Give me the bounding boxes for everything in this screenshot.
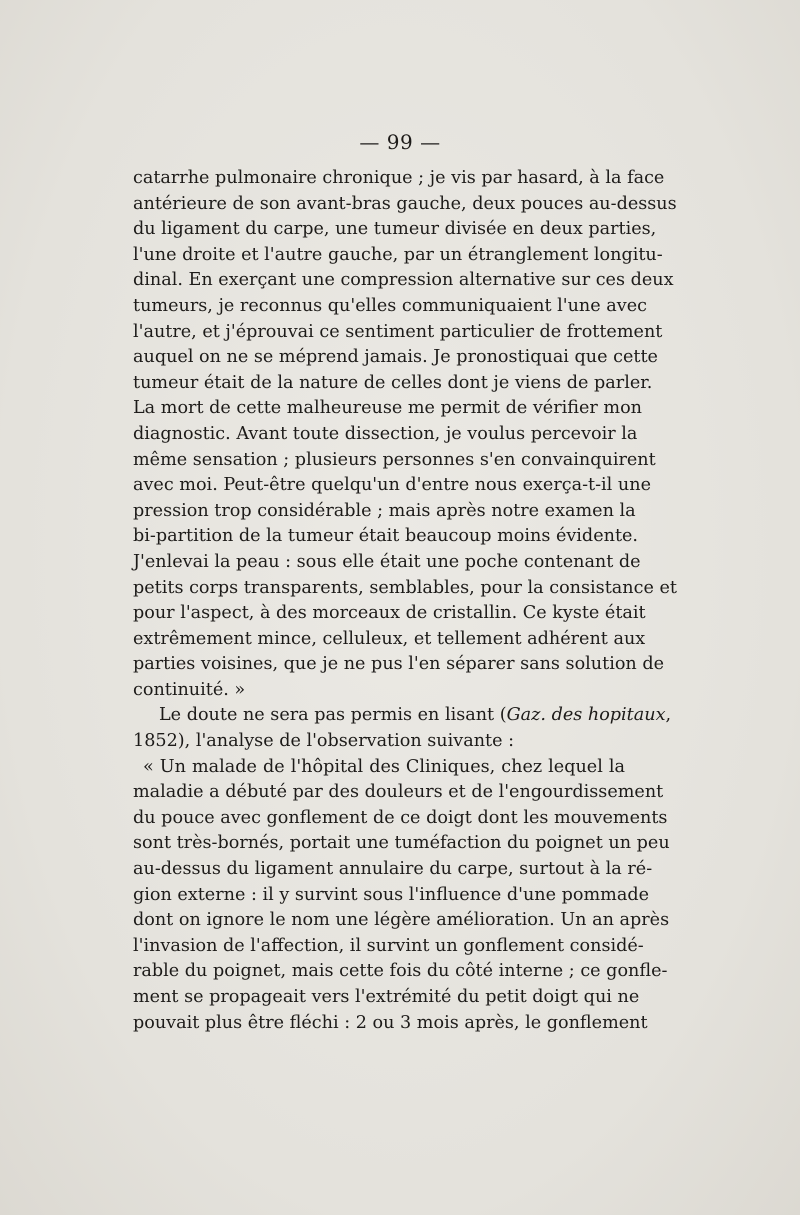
text-line: pour l'aspect, à des morceaux de cristallin. Ce kyste était: [133, 603, 646, 624]
text-line: même sensation ; plusieurs personnes s'en convainquirent: [133, 449, 656, 470]
text-line: 1852), l'analyse de l'observation suivante :: [133, 731, 515, 752]
text-line: sont très-bornés, portait une tuméfaction du poignet un peu: [133, 833, 670, 854]
text-line: dinal. En exerçant une compression alternative sur ces deux: [133, 270, 674, 291]
text-line: l'invasion de l'affection, il survint un gonflement considé-: [133, 935, 644, 956]
text-line: pouvait plus être fléchi : 2 ou 3 mois après, le gonflement: [133, 1012, 648, 1033]
text-line: maladie a débuté par des douleurs et de l'engourdissement: [133, 782, 664, 803]
text-line: diagnostic. Avant toute dissection, je voulus percevoir la: [133, 423, 638, 444]
text-segment: Le doute ne sera pas permis en lisant (: [159, 705, 507, 726]
text-line: J'enlevai la peau : sous elle était une poche contenant de: [133, 551, 641, 572]
text-line: du ligament du carpe, une tumeur divisée en deux parties,: [133, 219, 657, 240]
text-line: ment se propageait vers l'extrémité du petit doigt qui ne: [133, 987, 640, 1007]
text-line: parties voisines, que je ne pus l'en séparer sans solution de: [133, 654, 665, 675]
citation-title: Gaz. des hopitaux: [506, 705, 666, 726]
text-line: antérieure de son avant-bras gauche, deux pouces au-dessus: [133, 193, 677, 214]
text-line: du pouce avec gonflement de ce doigt dont les mouvements: [133, 807, 668, 828]
text-line: l'une droite et l'autre gauche, par un étranglement longitu-: [133, 244, 663, 265]
text-line: continuité. »: [133, 679, 246, 700]
text-line: [133, 703, 672, 729]
text-line: au-dessus du ligament annulaire du carpe, surtout à la ré-: [133, 859, 653, 880]
text-line: tumeur était de la nature de celles dont je viens de parler.: [133, 372, 653, 393]
page-number: — 99 —: [359, 130, 441, 154]
text-line: gion externe : il y survint sous l'influence d'une pommade: [133, 884, 650, 905]
text-line: l'autre, et j'éprouvai ce sentiment particulier de frottement: [133, 321, 663, 342]
text-segment: ,: [665, 705, 672, 726]
text-line: auquel on ne se méprend jamais. Je pronostiquai que cette: [133, 347, 658, 368]
text-line: bi-partition de la tumeur était beaucoup moins évidente.: [133, 526, 639, 547]
text-line: La mort de cette malheureuse me permit de vérifier mon: [133, 398, 643, 419]
text-line: pression trop considérable ; mais après notre examen la: [133, 500, 636, 521]
text-line: catarrhe pulmonaire chronique ; je vis par hasard, à la face: [133, 168, 665, 188]
text-line: « Un malade de l'hôpital des Cliniques, chez lequel la: [143, 756, 625, 777]
text-line: dont on ignore le nom une légère amélioration. Un an après: [133, 910, 670, 931]
text-line: avec moi. Peut-être quelqu'un d'entre nous exerça-t-il une: [133, 475, 651, 496]
text-line: petits corps transparents, semblables, pour la consistance et: [133, 577, 677, 598]
text-line: tumeurs, je reconnus qu'elles communiquaient l'une avec: [133, 295, 647, 316]
text-line: rable du poignet, mais cette fois du côté interne ; ce gonfle-: [133, 961, 668, 982]
text-line: extrêmement mince, celluleux, et tellement adhérent aux: [133, 628, 646, 649]
body-text: [133, 166, 677, 1036]
